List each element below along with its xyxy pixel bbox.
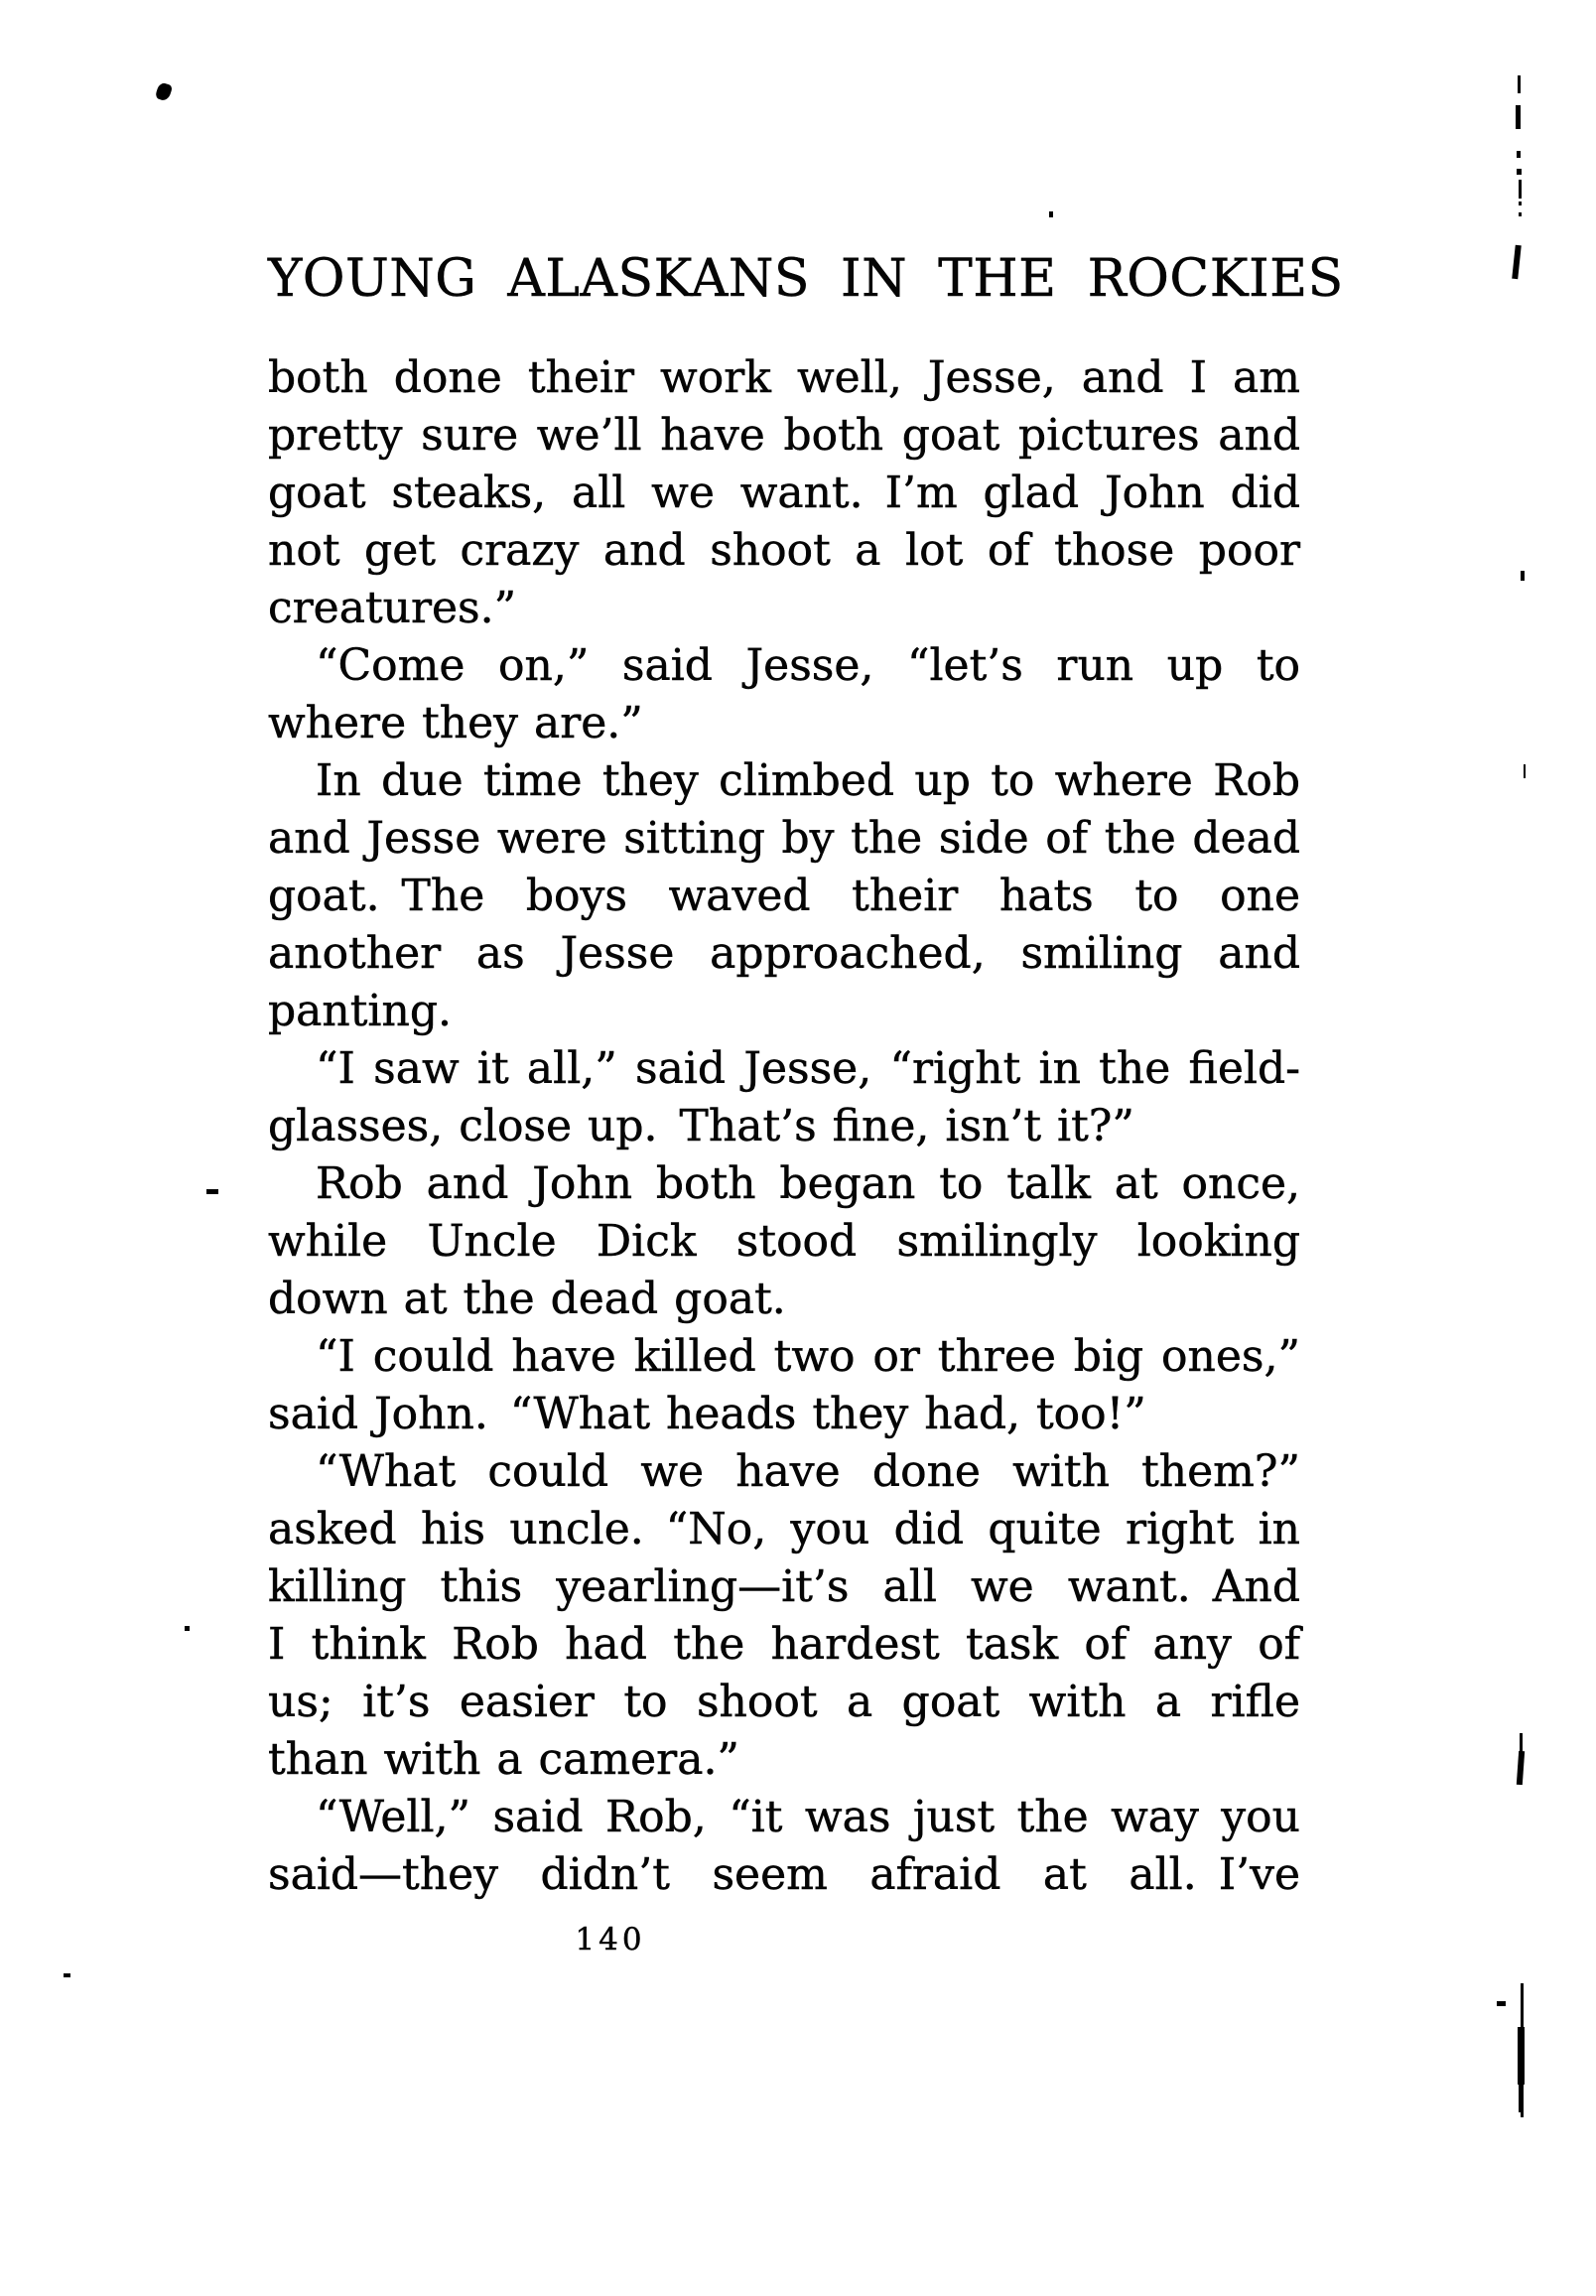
text-line: down at the dead goat. <box>268 1274 786 1324</box>
scan-mark <box>1516 105 1521 129</box>
text-line: “Well,” said Rob, “it was just the way you <box>316 1792 1300 1842</box>
page-number: 140 <box>575 1922 646 1958</box>
ink-blot <box>155 81 174 101</box>
text-line: “I could have killed two or three big ones,” <box>316 1331 1300 1382</box>
scan-mark <box>206 1189 218 1194</box>
scan-mark <box>64 1973 70 1977</box>
text-line: “I saw it all,” said Jesse, “right in the field- <box>316 1043 1300 1094</box>
text-line: goat steaks, all we want. I’m glad John did <box>268 468 1300 518</box>
scan-mark <box>1519 212 1522 216</box>
text-line: glasses, close up. That’s fine, isn’t it?” <box>268 1101 1134 1151</box>
text-line: goat. The boys waved their hats to one <box>268 871 1300 921</box>
text-line: than with a camera.” <box>268 1734 739 1785</box>
scan-mark <box>185 1626 190 1631</box>
page-body <box>268 349 1300 1904</box>
page-header: YOUNG ALASKANS IN THE ROCKIES <box>268 249 1344 309</box>
scan-mark <box>1521 571 1525 581</box>
scan-mark <box>1518 2027 1525 2085</box>
text-line: Rob and John both began to talk at once, <box>316 1158 1300 1209</box>
scan-mark <box>1049 211 1053 217</box>
text-line: creatures.” <box>268 583 517 633</box>
text-line: In due time they climbed up to where Rob <box>316 755 1300 806</box>
scan-mark <box>1512 245 1522 279</box>
text-line: not get crazy and shoot a lot of those poor <box>268 525 1300 576</box>
text-line: and Jesse were sitting by the side of the dead <box>268 813 1300 864</box>
scan-mark <box>1518 75 1521 93</box>
scan-mark <box>1519 2083 1524 2112</box>
text-line: panting. <box>268 986 452 1036</box>
text-line: both done their work well, Jesse, and I am <box>268 352 1300 403</box>
text-line: said—they didn’t seem afraid at all. I’ve <box>268 1849 1300 1900</box>
text-line: “Come on,” said Jesse, “let’s run up to <box>316 640 1300 691</box>
text-line: us; it’s easier to shoot a goat with a rifle <box>268 1677 1300 1727</box>
scan-mark <box>1517 151 1521 158</box>
scan-mark <box>1524 764 1526 778</box>
text-line: pretty sure we’ll have both goat pictures and <box>268 410 1300 461</box>
text-line: I think Rob had the hardest task of any of <box>268 1619 1300 1670</box>
text-line: asked his uncle. “No, you did quite right in <box>268 1504 1300 1554</box>
scan-mark <box>1517 1751 1525 1785</box>
scan-mark <box>1517 169 1522 175</box>
text-line: “What could we have done with them?” <box>316 1446 1300 1497</box>
text-line: killing this yearling—it’s all we want. And <box>268 1561 1300 1612</box>
scan-mark <box>1519 202 1522 205</box>
text-line: where they are.” <box>268 698 643 748</box>
scan-mark <box>1497 2001 1506 2006</box>
scan-mark <box>1519 180 1522 199</box>
text-line: said John. “What heads they had, too!” <box>268 1389 1146 1439</box>
text-line: while Uncle Dick stood smilingly looking <box>268 1216 1300 1267</box>
text-line: another as Jesse approached, smiling and <box>268 928 1300 979</box>
